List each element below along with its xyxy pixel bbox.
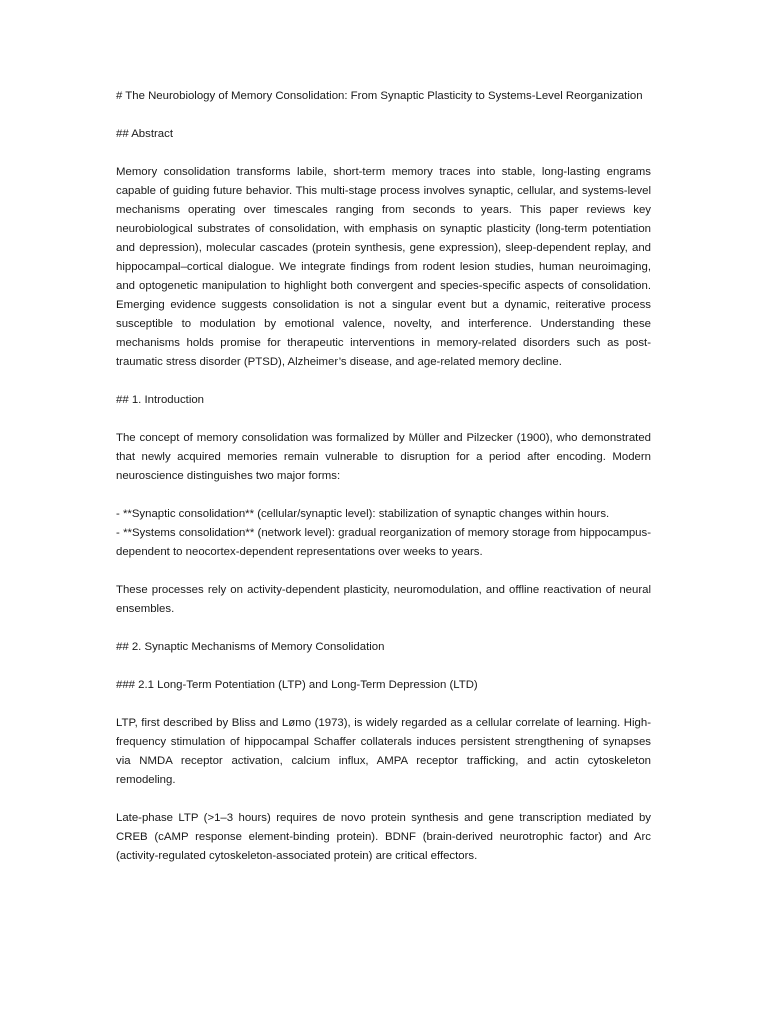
list-item: - **Synaptic consolidation** (cellular/synaptic level): stabilization of synaptic changes within hours. (116, 508, 610, 520)
document-title: # The Neurobiology of Memory Consolidation: From Synaptic Plasticity to Systems-Level Reorganization (116, 90, 643, 102)
list-item: - **Systems consolidation** (network level): gradual reorganization of memory storage from hippocampus-dependent to neocortex-dependent representations over weeks to years. (116, 527, 651, 558)
body-paragraph: Late-phase LTP (>1–3 hours) requires de novo protein synthesis and gene transcription mediated by CREB (cAMP response element-binding protein). BDNF (brain-derived neurotrophic factor) and Arc (activity-regulated cytoskeleton-associated protein) are critical effectors. (116, 812, 651, 862)
abstract-paragraph: Memory consolidation transforms labile, short-term memory traces into stable, long-lasting engrams capable of guiding future behavior. This multi-stage process involves synaptic, cellular, and systems-level mechanisms operating over timescales ranging from seconds to years. This paper reviews key neurobiological substrates of consolidation, with emphasis on synaptic plasticity (long-term potentiation and depression), molecular cascades (protein synthesis, gene expression), sleep-dependent replay, and hippocampal–cortical dialogue. We integrate findings from rodent lesion studies, human neuroimaging, and optogenetic manipulation to highlight both convergent and species-specific aspects of consolidation. Emerging evidence suggests consolidation is not a singular event but a dynamic, reiterative process susceptible to modulation by emotional valence, novelty, and interference. Understanding these mechanisms holds promise for therapeutic interventions in memory-related disorders such as post-traumatic stress disorder (PTSD), Alzheimer’s disease, and age-related memory decline. (116, 166, 651, 368)
document-page (116, 87, 651, 885)
body-paragraph: LTP, first described by Bliss and Lømo (1973), is widely regarded as a cellular correlate of learning. High-frequency stimulation of hippocampal Schaffer collaterals induces persistent strengthening of synapses via NMDA receptor activation, calcium influx, AMPA receptor trafficking, and actin cytoskeleton remodeling. (116, 717, 651, 786)
abstract-heading: ## Abstract (116, 128, 173, 140)
introduction-paragraph: The concept of memory consolidation was formalized by Müller and Pilzecker (1900), who demonstrated that newly acquired memories remain vulnerable to disruption for a period after encoding. Modern neuroscience distinguishes two major forms: (116, 432, 651, 482)
section-heading: ## 2. Synaptic Mechanisms of Memory Consolidation (116, 641, 385, 653)
introduction-heading: ## 1. Introduction (116, 394, 205, 406)
subsection-heading: ### 2.1 Long-Term Potentiation (LTP) and Long-Term Depression (LTD) (116, 679, 478, 691)
introduction-paragraph: These processes rely on activity-dependent plasticity, neuromodulation, and offline reactivation of neural ensembles. (116, 584, 651, 615)
